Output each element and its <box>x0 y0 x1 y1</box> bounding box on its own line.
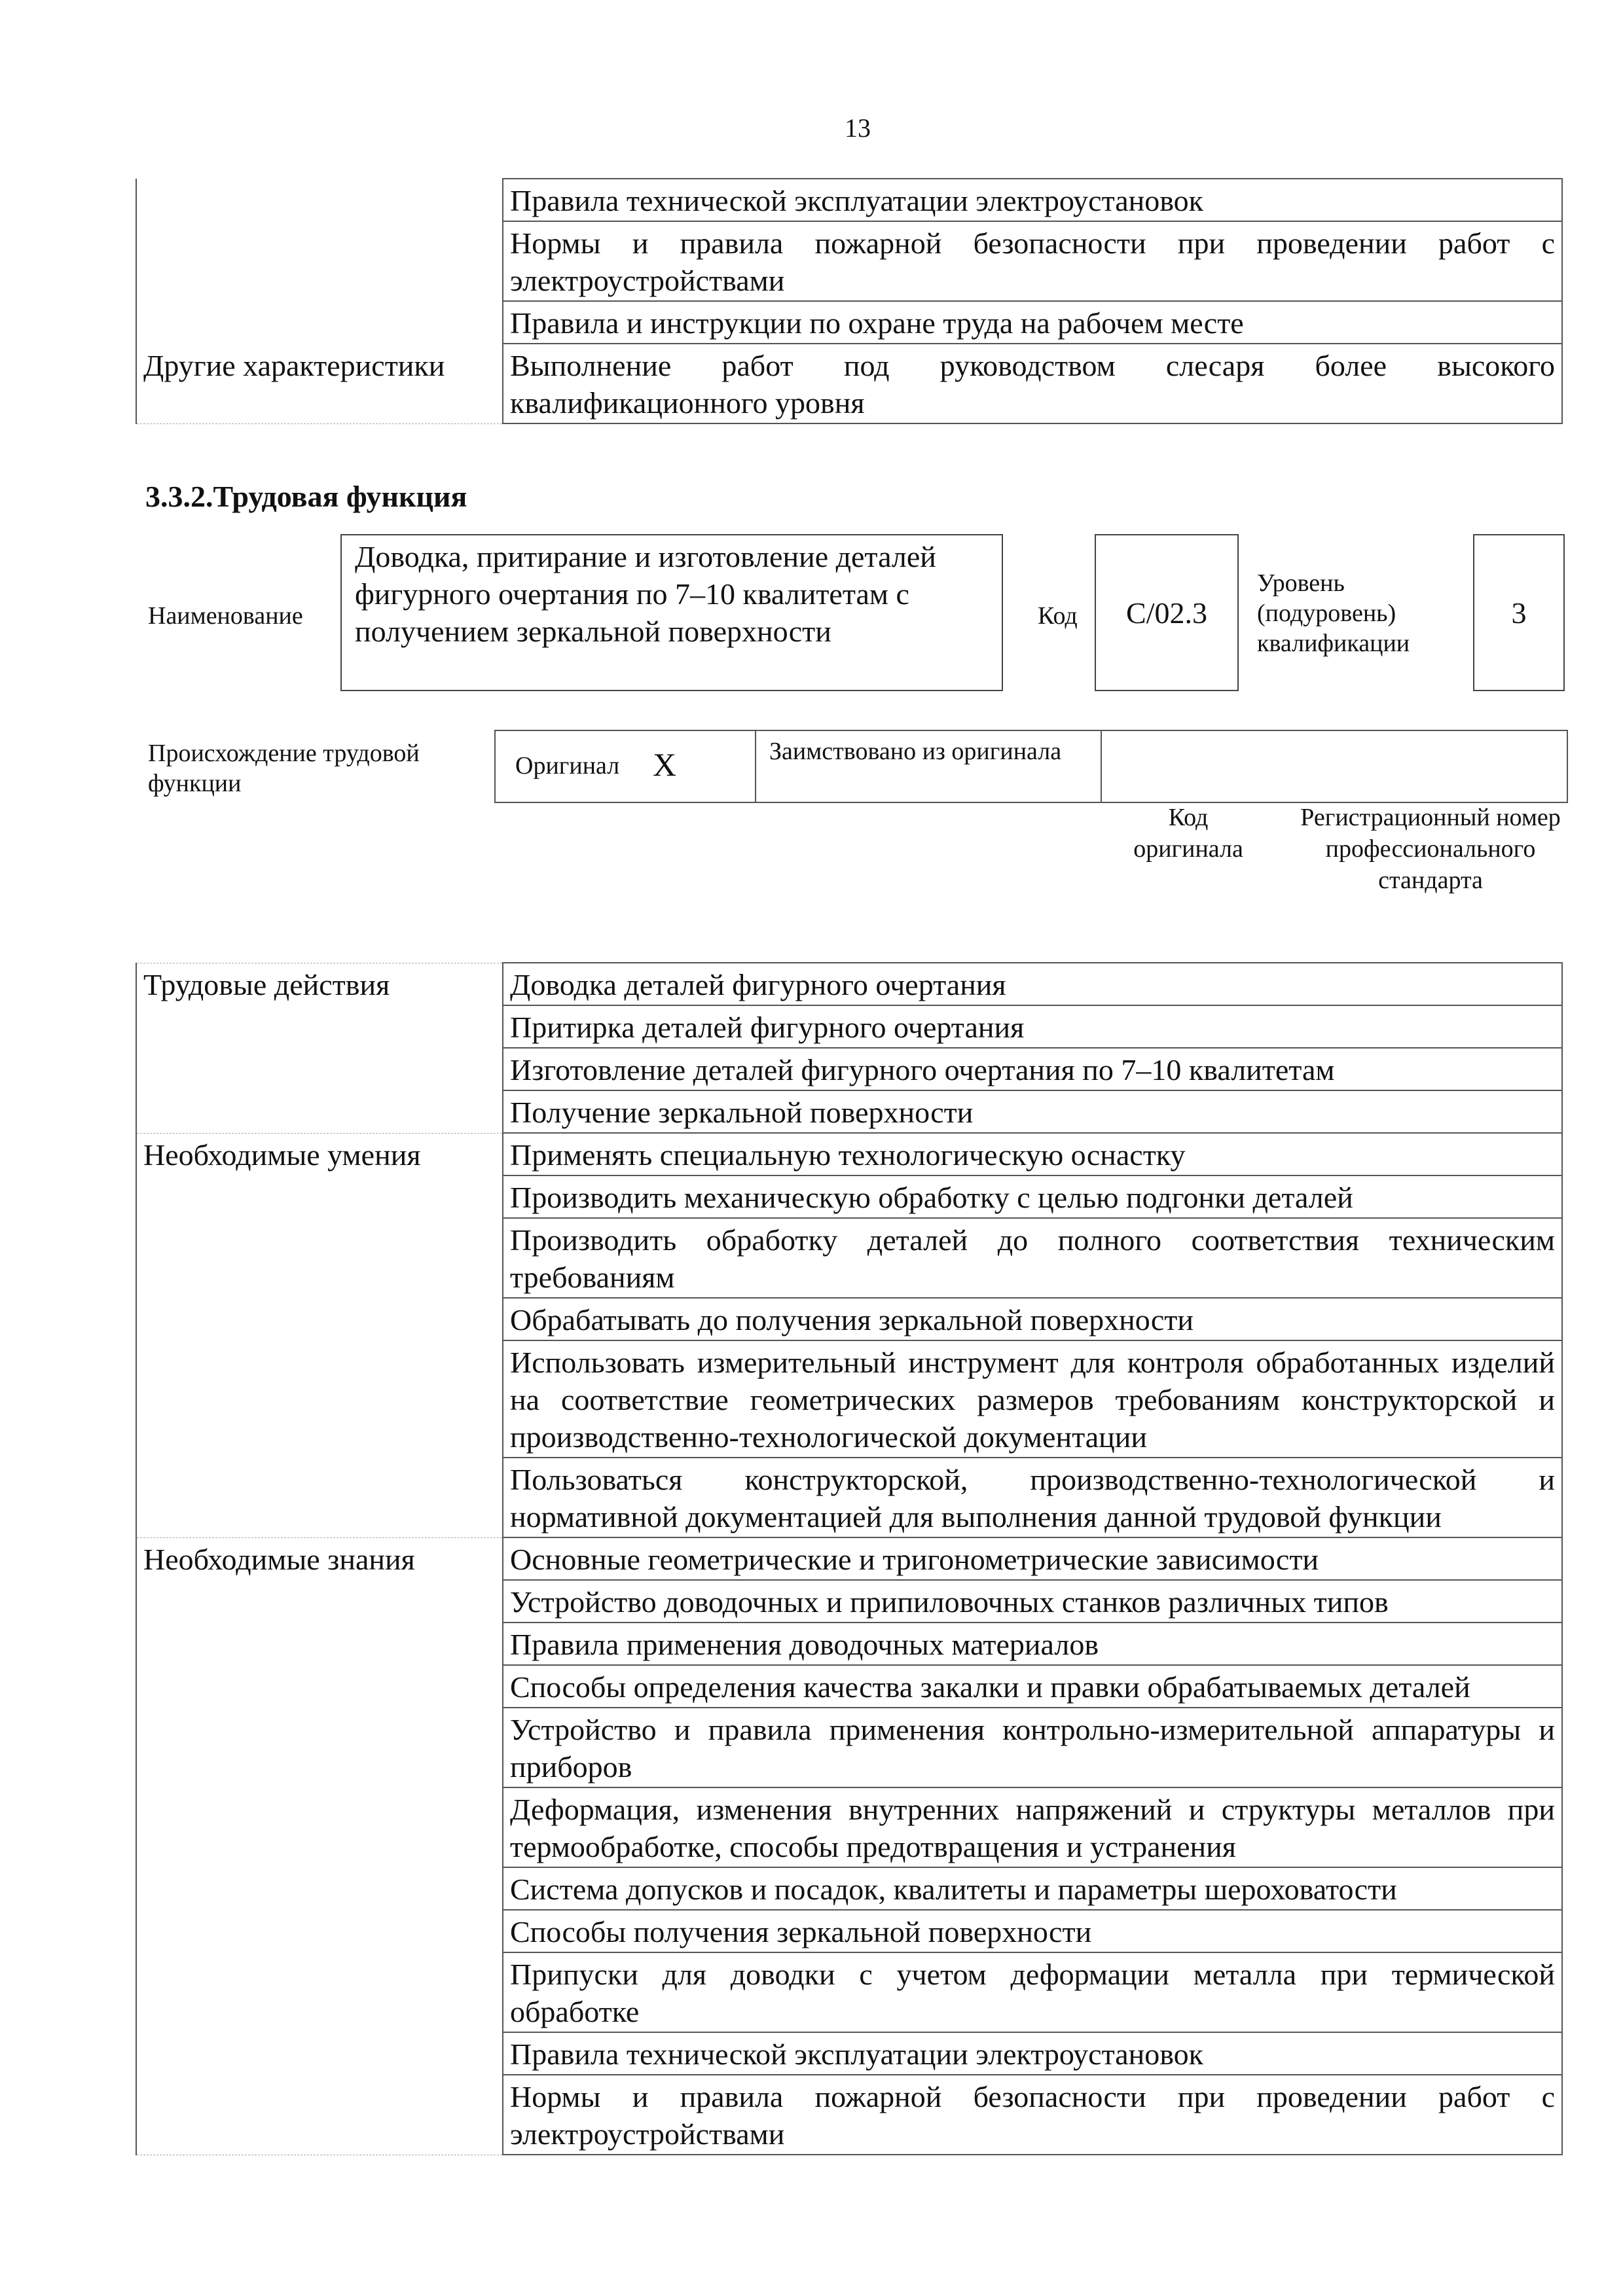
knowledge-item: Правила технической эксплуатации электроустановок <box>503 2032 1562 2075</box>
knowledge-item: Правила применения доводочных материалов <box>503 1623 1562 1665</box>
skill-item: Пользоваться конструкторской, производственно-технологической и нормативной документацией для выполнения данной трудовой функции <box>503 1458 1562 1537</box>
original-mark: X <box>653 746 677 783</box>
top-table <box>136 178 1563 424</box>
knowledge-item: Способы получения зеркальной поверхности <box>503 1910 1562 1952</box>
original-code-caption: Код оригинала <box>1133 804 1243 863</box>
labor-action-item: Получение зеркальной поверхности <box>503 1090 1562 1133</box>
knowledge-item: Деформация, изменения внутренних напряжений и структуры металлов при термообработке, способы предотвращения и устранения <box>503 1787 1562 1867</box>
labor-actions-label: Трудовые действия <box>136 963 503 1133</box>
other-characteristics-value: Выполнение работ под руководством слесаря более высокого квалификационного уровня <box>503 344 1562 423</box>
labor-action-item: Изготовление деталей фигурного очертания по 7–10 квалитетам <box>503 1048 1562 1090</box>
skill-item: Использовать измерительный инструмент для контроля обработанных изделий на соответствие геометрических размеров требованиям конструкторской и производственно-технологической документации <box>503 1340 1562 1458</box>
borrowed-label: Заимствовано из оригинала <box>769 738 1062 765</box>
level-label: Уровень (подуровень) квалификации <box>1257 569 1410 657</box>
original-cell <box>494 730 756 803</box>
knowledge-item: Система допусков и посадок, квалитеты и параметры шероховатости <box>503 1867 1562 1910</box>
level-value: 3 <box>1473 534 1565 691</box>
required-skills-label: Необходимые умения <box>136 1133 503 1537</box>
origin-code-cell <box>1101 730 1568 803</box>
origin-label: Происхождение трудовой функции <box>148 740 420 797</box>
name-value: Доводка, притирание и изготовление деталей фигурного очертания по 7–10 квалитетам с получением зеркальной поверхности <box>355 540 936 648</box>
other-characteristics-label: Другие характеристики <box>136 344 503 423</box>
main-table <box>136 962 1563 2155</box>
top-table-row: Правила технической эксплуатации электроустановок <box>503 179 1562 221</box>
registration-number-caption: Регистрационный номер профессионального стандарта <box>1300 804 1561 894</box>
section-title: 3.3.2.Трудовая функция <box>145 480 467 513</box>
skill-item: Применять специальную технологическую оснастку <box>503 1133 1562 1175</box>
required-knowledge-label: Необходимые знания <box>136 1537 503 2155</box>
name-value-box <box>340 534 1003 691</box>
skill-item: Производить обработку деталей до полного соответствия техническим требованиям <box>503 1218 1562 1298</box>
code-value: C/02.3 <box>1095 534 1239 691</box>
knowledge-item: Устройство и правила применения контрольно-измерительной аппаратуры и приборов <box>503 1708 1562 1787</box>
top-table-row: Правила и инструкции по охране труда на рабочем месте <box>503 301 1562 344</box>
knowledge-item: Устройство доводочных и припиловочных станков различных типов <box>503 1580 1562 1623</box>
name-label: Наименование <box>148 602 303 630</box>
labor-action-item: Притирка деталей фигурного очертания <box>503 1005 1562 1048</box>
skill-item: Обрабатывать до получения зеркальной поверхности <box>503 1298 1562 1340</box>
skill-item: Производить механическую обработку с целью подгонки деталей <box>503 1175 1562 1218</box>
page-number: 13 <box>845 113 871 143</box>
knowledge-item: Нормы и правила пожарной безопасности при проведении работ с электроустройствами <box>503 2075 1562 2155</box>
knowledge-item: Способы определения качества закалки и правки обрабатываемых деталей <box>503 1665 1562 1708</box>
labor-action-item: Доводка деталей фигурного очертания <box>503 963 1562 1005</box>
code-label: Код <box>1038 602 1078 630</box>
borrowed-cell <box>755 730 1102 803</box>
knowledge-item: Основные геометрические и тригонометрические зависимости <box>503 1537 1562 1580</box>
knowledge-item: Припуски для доводки с учетом деформации металла при термической обработке <box>503 1952 1562 2032</box>
top-table-row: Нормы и правила пожарной безопасности при проведении работ с электроустройствами <box>503 221 1562 301</box>
original-label: Оригинал <box>515 752 620 780</box>
